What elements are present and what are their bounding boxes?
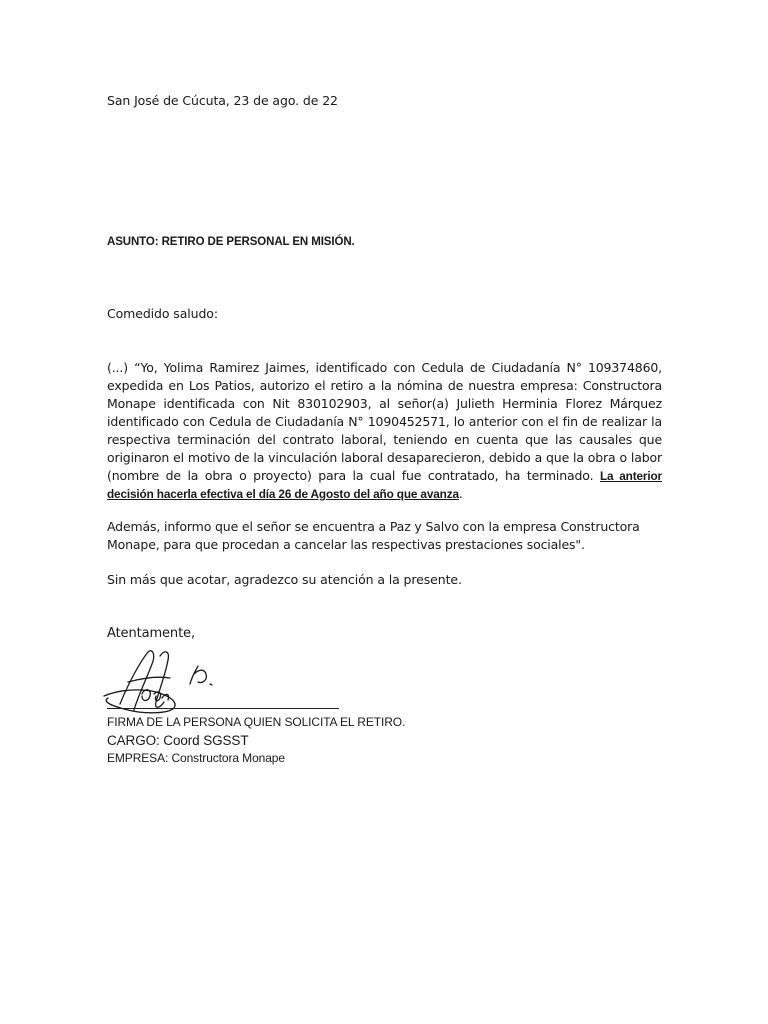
body-emphasis-text: La anterior decisión hacerla efectiva el día 26 de Agosto del año que avanza (107, 469, 662, 501)
body-main-text: (...) “Yo, Yolima Ramirez Jaimes, identificado con Cedula de Ciudadanía N° 109374860, expedida en Los Patios, autorizo el retiro a la nómina de nuestra empresa: Constructora Monape identificada con Nit 830102903, al señor(a) Julieth Herminia Florez Márquez identificado con Cedula de Ciudadanía N° 1090452571, lo anterior con el fin de realizar la respectiva terminación del contrato laboral, teniendo en cuenta que las causales que originaron el motivo de la vinculación laboral desaparecieron, debido a que la obra o labor (nombre de la obra o proyecto) para la cual fue contratado, ha terminado. (107, 360, 662, 483)
body-end-punct: . (458, 486, 463, 501)
signature-line (107, 708, 339, 709)
date-line: San José de Cúcuta, 23 de ago. de 22 (107, 93, 338, 108)
paragraph-thanks: Sin más que acotar, agradezco su atención a la presente. (107, 572, 462, 587)
subject-line: ASUNTO: RETIRO DE PERSONAL EN MISIÓN. (107, 236, 355, 248)
closing: Atentamente, (107, 626, 195, 641)
body-paragraph (107, 359, 662, 503)
signature-company: EMPRESA: Constructora Monape (107, 751, 285, 765)
handwritten-signature (98, 644, 228, 724)
paragraph-paz-y-salvo: Además, informo que el señor se encuentra a Paz y Salvo con la empresa Constructora Monape, para que procedan a cancelar las respectivas prestaciones sociales". (107, 519, 640, 552)
signature-cargo: CARGO: Coord SGSST (107, 733, 249, 748)
greeting: Comedido saludo: (107, 306, 218, 321)
signature-label: FIRMA DE LA PERSONA QUIEN SOLICITA EL RETIRO. (107, 715, 406, 729)
